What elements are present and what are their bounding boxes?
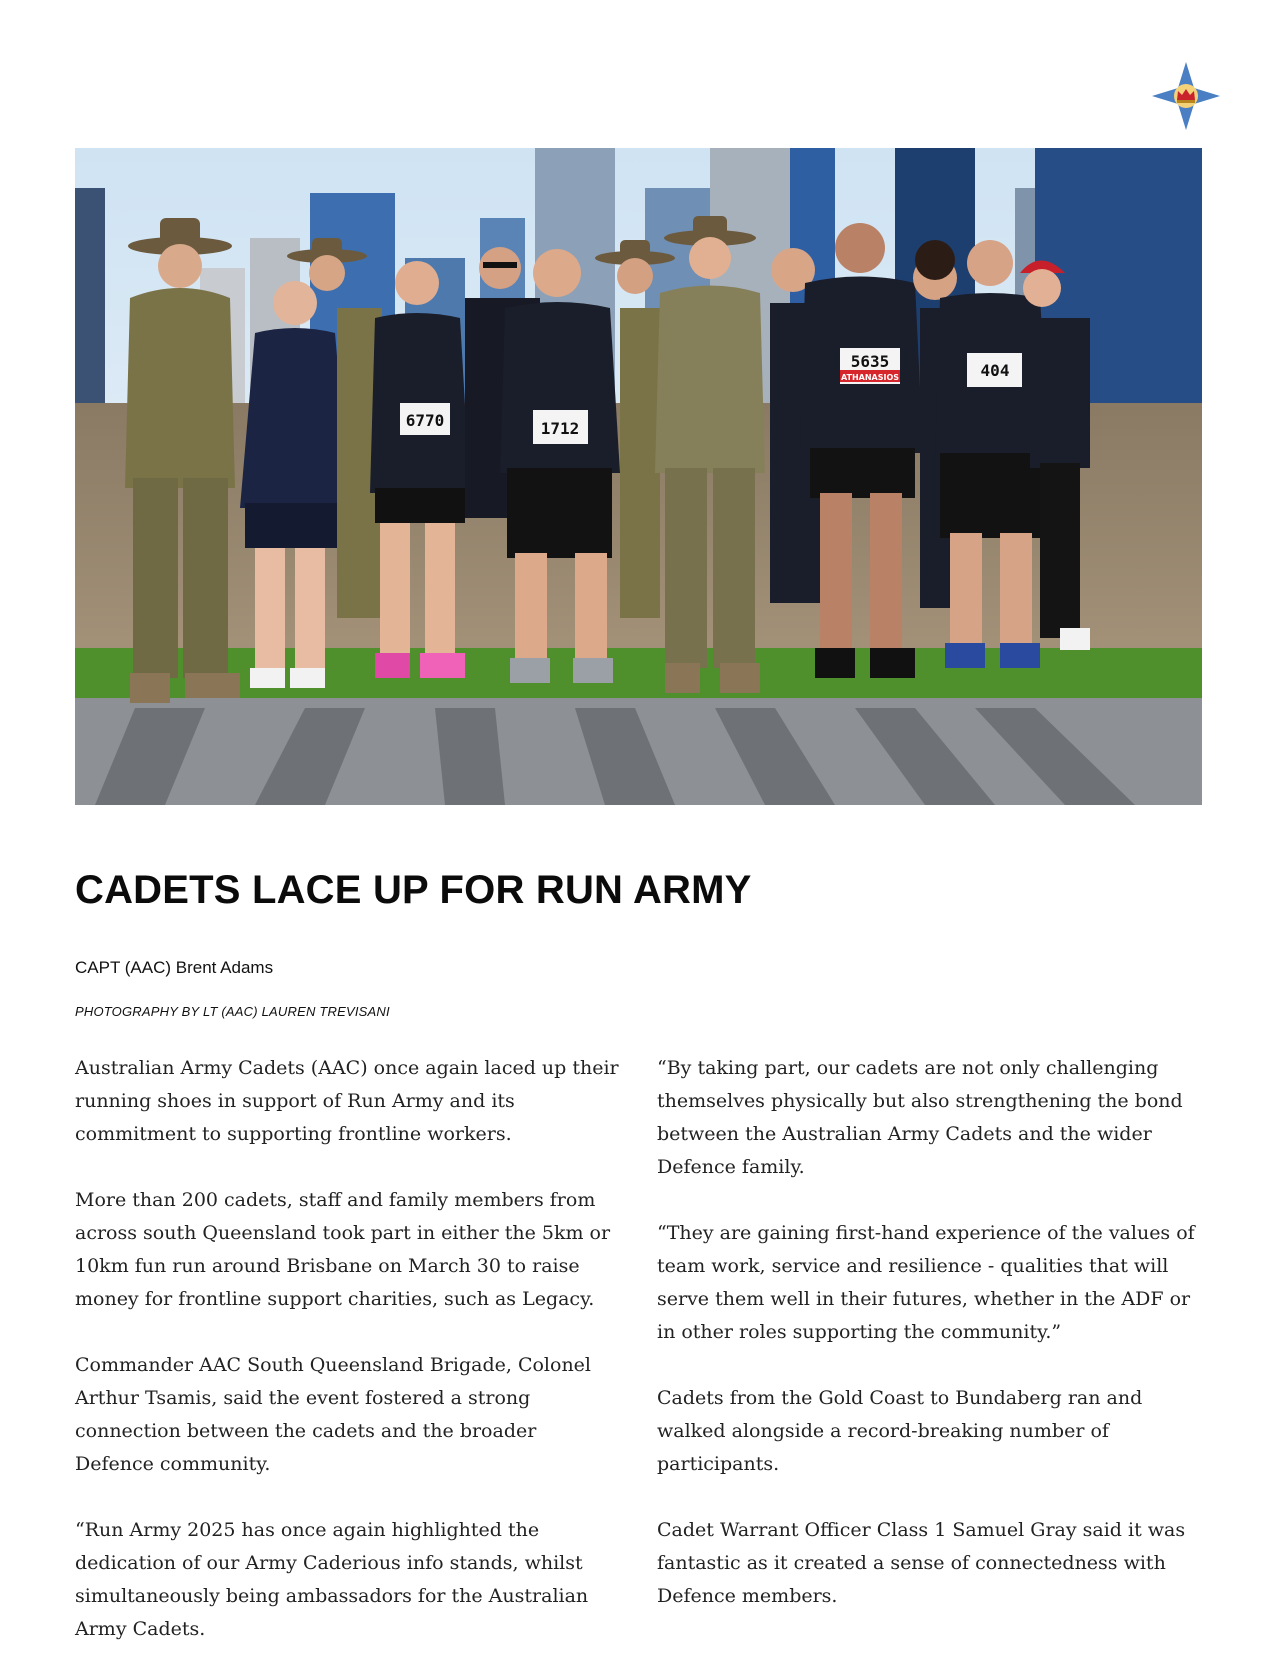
body-column-left xyxy=(75,1052,620,1679)
paragraph: “Run Army 2025 has once again highlighted the dedication of our Army Caderious info stands, whilst simultaneously being ambassadors for the Australian Army Cadets. xyxy=(75,1519,589,1640)
photo-bib-2: 1712 xyxy=(540,419,580,438)
group-photo xyxy=(75,148,1202,805)
paragraph: “They are gaining first-hand experience of the values of team work, service and resilience - qualities that will serve them well in their futures, whether in the ADF or in other roles supporting the community.” xyxy=(657,1222,1195,1343)
paragraph: More than 200 cadets, staff and family members from across south Queensland took part in either the 5km or 10km fun run around Brisbane on March 30 to raise money for frontline support charities, such as Legacy. xyxy=(75,1189,611,1310)
paragraph: Cadet Warrant Officer Class 1 Samuel Gray said it was fantastic as it created a sense of connectedness with Defence members. xyxy=(657,1519,1186,1607)
photo-bib-3: 5635 xyxy=(850,352,890,371)
paragraph: Commander AAC South Queensland Brigade, Colonel Arthur Tsamis, said the event fostered a strong connection between the cadets and the broader Defence community. xyxy=(75,1354,592,1475)
paragraph: “By taking part, our cadets are not only challenging themselves physically but also strengthening the bond between the Australian Army Cadets and the wider Defence family. xyxy=(657,1057,1183,1178)
photo-bib-1: 6770 xyxy=(405,411,445,430)
article-byline: CAPT (AAC) Brent Adams xyxy=(75,958,274,977)
body-column-right xyxy=(657,1052,1202,1646)
cadet-star-emblem-icon xyxy=(1150,60,1222,132)
photo-bib-4: 404 xyxy=(980,361,1010,380)
paragraph: Australian Army Cadets (AAC) once again laced up their running shoes in support of Run Army and its commitment to supporting frontline workers. xyxy=(75,1057,619,1145)
photo-bib-name: ATHANASIOS xyxy=(840,373,900,382)
photo-credit: PHOTOGRAPHY BY LT (AAC) LAUREN TREVISANI xyxy=(75,1004,390,1019)
paragraph: Cadets from the Gold Coast to Bundaberg ran and walked alongside a record-breaking number of participants. xyxy=(657,1387,1143,1475)
article-headline: CADETS LACE UP FOR RUN ARMY xyxy=(75,868,752,912)
